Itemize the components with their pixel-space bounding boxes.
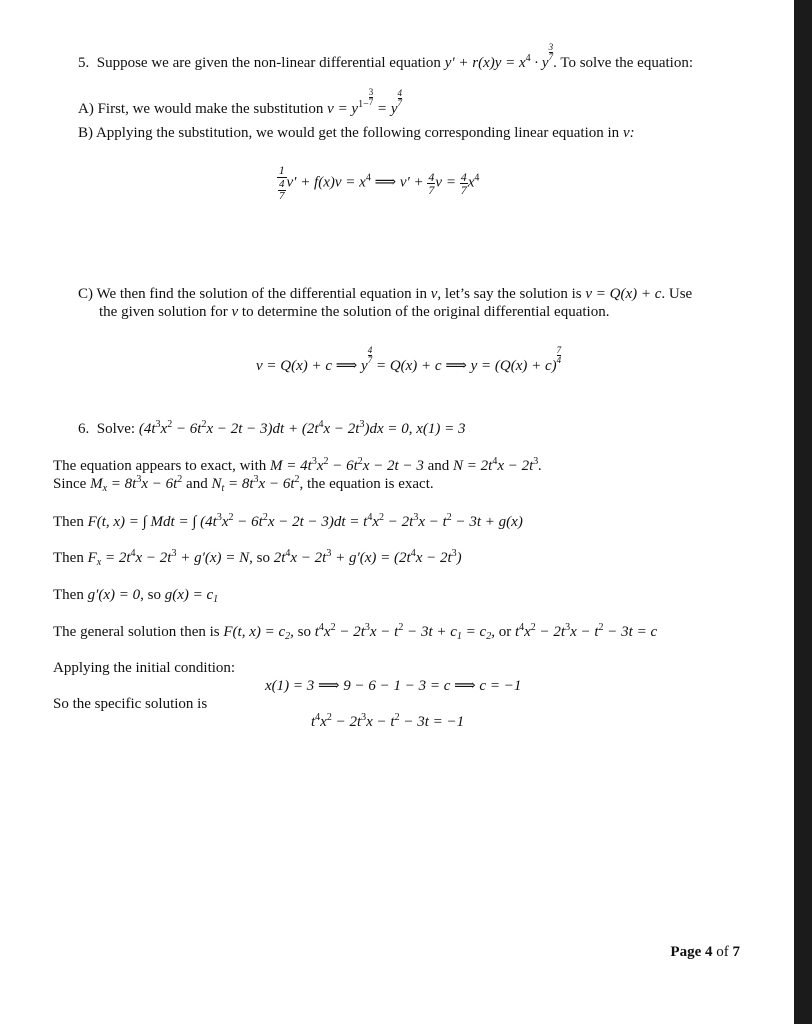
problem5-tail: . To solve the equation: [553,55,693,71]
page-number-footer [670,944,740,961]
general-solution-line [53,623,657,641]
footer-of-word: of [716,944,729,960]
problem5-part-c-line2 [99,303,609,321]
part-a-label: A) [78,101,94,117]
then-g-label: Then [53,587,84,603]
part-c-eq1: v = Q(x) + c [585,286,662,302]
part-a-text: First, we would make the substitution [97,101,324,117]
problem6-number: 6. [78,421,90,437]
initial-condition-label: Applying the initial condition: [53,660,236,676]
then-Fx-math: $F_x = 2t^4x - 2t^3 + g'(x) = N$, so $2t^4x - 2t^3 + g'(x) = (2t^4x - 2t^3)$ [87,548,462,568]
problem6-solve-label: Solve: [96,421,136,437]
problem5-part-c-line1 [78,285,692,303]
then-g-line [53,586,218,604]
part-c-line2b: to determine the solution of the original differential equation. [241,304,610,320]
problem5-intro: Suppose we are given the non-linear differential equation [96,55,441,71]
specific-solution-math: $t^4x^2 - 2t^3x - t^2 - 3t = -1$ [311,712,465,730]
exact1-text: The equation appears to exact, with [53,458,267,474]
problem5-statement [78,43,693,72]
part-b-var: v: [622,125,635,141]
exact1-M: $M = 4t^3x^2 - 6t^2x - 2t - 3$ [270,456,424,474]
initial-condition-math: x(1) = 3 ⟹ 9 − 6 − 1 − 3 = c ⟹ c = −1 [265,678,522,694]
then-F-line [53,513,523,531]
problem5-equation: $y' + r(x)y = x^4 \cdot y$ $\frac{3}{7}$ [444,42,554,71]
then-Fx-line [53,549,462,567]
exact2-Nt: $N_t = 8t^3x - 6t^2$, [211,474,304,494]
then-g-math: g′(x) = 0, so $g(x) = c_1$ [87,587,219,605]
exact2-Mx: $M_x = 8t^3x - 6t^2$ [90,474,183,494]
exact2-text: the equation is exact. [307,476,434,492]
part-c-math: v = Q(x) + c ⟹ y $\frac{4}{7}$ = Q(x) + c ⟹ y = (Q(x) + c) $\frac{7}{4}$ [256,345,562,374]
then-F-math: F(t, x) = ∫ Mdt = ∫ $(4t^3x^2 - 6t^2x - 2t - 3)dt = t^4x^2 - 2t^3x - t^2 - 3t + g(x)$ [87,512,523,530]
part-b-math: $\frac{1}{\frac{4}{7}}$ $v' + f(x)v = x^4$ ⟹ v′ + $\frac{4}{7}$ v = $\frac{4}{7}$ $x^4$ [278,163,480,202]
part-c-var1: v [430,286,438,302]
part-b-label: B) [78,125,93,141]
footer-page-word: Page [670,944,702,960]
part-c-line2: the given solution for [99,304,228,320]
exact2-and: and [186,476,208,492]
exact-line2 [53,475,434,493]
part-c-line1b: , let’s say the solution is [437,286,582,302]
problem5-part-a [78,88,402,118]
exact1-and: and [427,458,450,474]
specific-solution-label: So the specific solution is [53,696,208,712]
exact2-since: Since [53,476,87,492]
general-text: The general solution then is [53,624,220,640]
then-Fx-label: Then [53,550,84,566]
then-F-label: Then [53,514,84,530]
exact-line1 [53,457,542,475]
part-c-var2: v [231,304,239,320]
problem5-number: 5. [78,55,90,71]
part-c-line1: We then find the solution of the differential equation in [96,286,427,302]
part-c-line1c: . Use [661,286,693,302]
footer-page-num: 4 [705,944,713,960]
problem6-statement [78,420,466,438]
general-math: F(t, $x) = c_2$, so $t^4x^2 - 2t^3x - t^2 - 3t + c_1 = c_2$, or $t^4x^2 - 2t^3x - t^2 - 3t = c$ [223,622,658,642]
footer-total: 7 [732,944,740,960]
part-c-label: C) [78,286,93,302]
part-a-math: $v = y^{1- \frac{3}{7}}$ = y $\frac{4}{7}$ [327,87,403,117]
problem5-part-b [78,124,635,142]
part-b-text: Applying the substitution, we would get the following corresponding linear equation in [95,125,620,141]
problem6-equation: $(4t^3x^2 - 6t^2x - 2t - 3)dt + (2t^4x - 2t^3)dx = 0$, x(1) = 3 [138,419,466,437]
exact1-N: $N = 2t^4x - 2t^3$. [453,456,543,474]
